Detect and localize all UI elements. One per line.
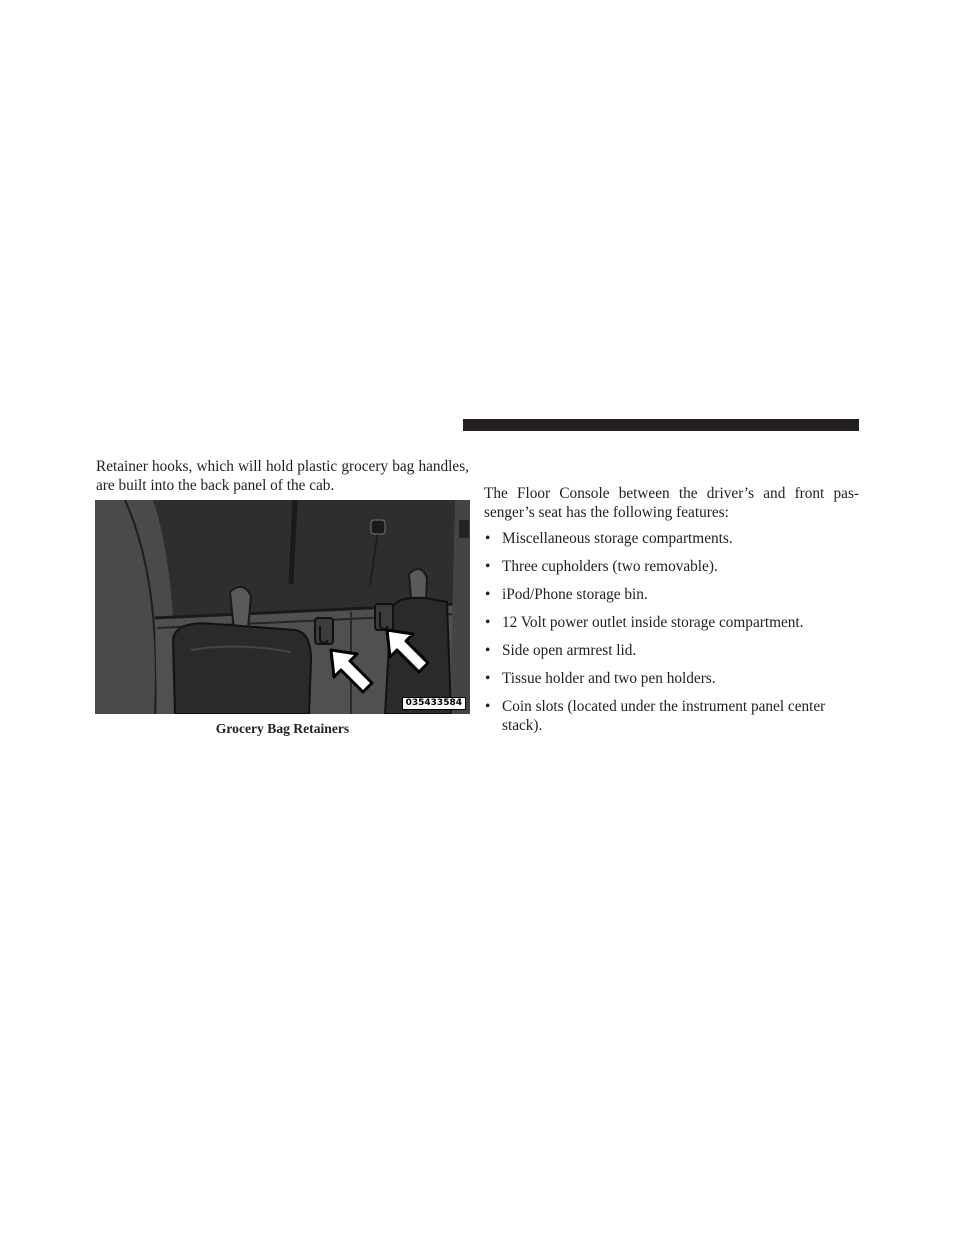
cab-interior-drawing [95, 500, 470, 714]
list-item: • Miscellaneous storage compartments. [485, 530, 733, 547]
list-item: • Side open armrest lid. [485, 642, 637, 659]
bullet-icon: • [485, 558, 491, 575]
right-column [484, 485, 859, 745]
bullet-icon: • [485, 530, 491, 547]
list-item: • 12 Volt power outlet inside storage compartment. [485, 614, 804, 631]
list-item: • Three cupholders (two removable). [485, 558, 718, 575]
floor-console-intro: The Floor Console between the driver’s and front pas-senger’s seat has the following features: [484, 485, 859, 521]
left-column [96, 458, 469, 495]
bullet-icon: • [485, 614, 491, 631]
bullet-icon: • [485, 642, 491, 659]
bullet-icon: • [485, 670, 491, 687]
list-item: • Coin slots (located under the instrument panel center stack). [485, 698, 826, 734]
list-item: • Tissue holder and two pen holders. [485, 670, 716, 687]
section-header-bar [463, 419, 859, 431]
bullet-icon: • [485, 698, 491, 715]
grocery-retainer-intro: Retainer hooks, which will hold plastic grocery bag handles, are built into the back panel of the cab. [96, 458, 469, 494]
figure-caption: Grocery Bag Retainers [215, 721, 350, 736]
figure-code: 035433584 [402, 697, 466, 710]
grocery-bag-retainers-illustration [95, 500, 470, 714]
list-item: • iPod/Phone storage bin. [485, 586, 648, 603]
bullet-icon: • [485, 586, 491, 603]
feature-list [484, 530, 859, 735]
